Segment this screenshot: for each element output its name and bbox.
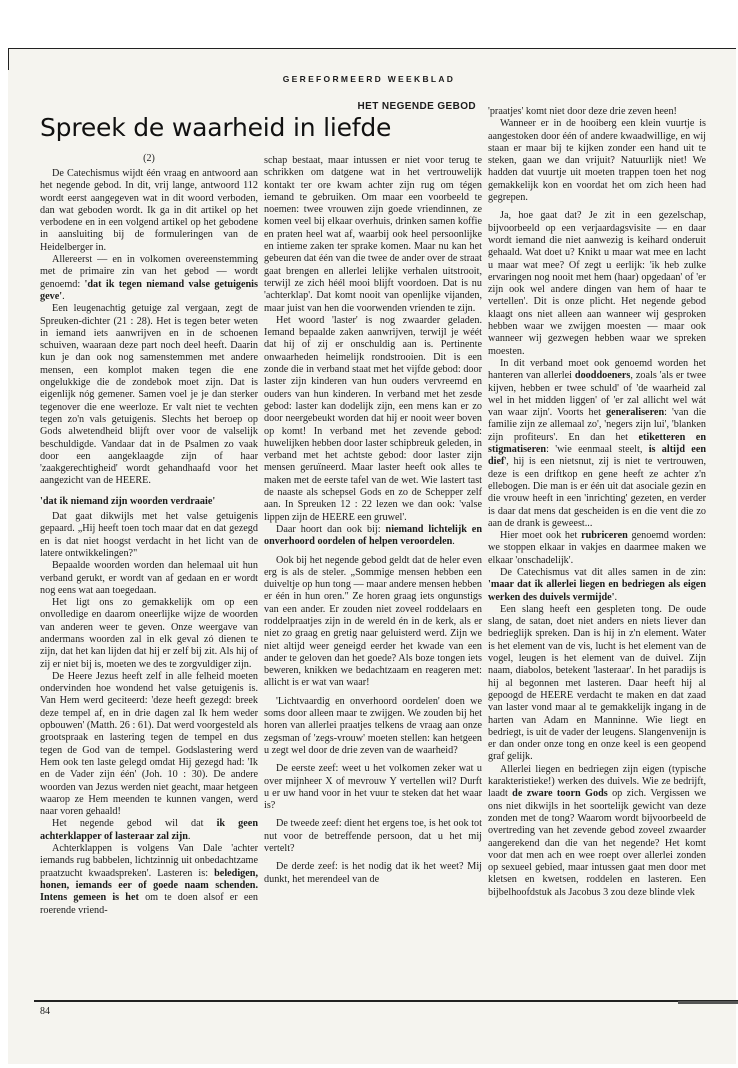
paragraph: De tweede zeef: dient het ergens toe, is het ook tot nut voor de betreffende persoon, dat u het mij vertelt?	[264, 818, 482, 855]
paragraph: Dat gaat dikwijls met het valse getuigenis gepaard. „Hij heeft toen toch maar dat en dat gezegd en is dat niet hoogst verdacht in het licht van de latere ontwikkelingen?"	[40, 511, 258, 559]
page-edge-mark	[678, 1001, 738, 1004]
paragraph: De derde zeef: is het nodig dat ik het weet? Mij dunkt, het merendeel van de	[264, 861, 482, 885]
column-3	[488, 106, 706, 899]
paragraph: Het ligt ons zo gemakkelijk om op een onvolledige en daarom oneerlijke wijze de woorden van anderen weer te geven. Onze weergave van andermans woorden zal in elk geval zó dienen te zijn, dat het kan lijden dat hij er zelf bij zit. Als hij of zij er niet bij is, moeten we des te zorgvuldiger zijn.	[40, 597, 258, 670]
top-rule	[8, 48, 736, 49]
paragraph: schap bestaat, maar intussen er niet voor terug te schrikken om datgene wat in het vertrouwelijk kontakt ter ore kwam achter zijn rug om tégen iemand te gebruiken. Om maar een voorbeeld te noemen: twee vrouwen zijn goede vriendinnen, ze komen veel bij elkaar overhuis, drinken samen koffie en praten heel wat af, waarbij ook heel persoonlijke en intieme zaken ter sprake komen. Maar nu kan het gebeuren dat één van die twee de ander over de straat gaat brengen en allerlei lelijke verhalen uitstrooit, terwijl ze zich héél mooi blijft voordoen. Dat is nu 'achterklap'. Dat komt nooit van openlijke vijanden, maar juist van hen die voorwenden vrienden te zijn.	[264, 155, 482, 314]
paragraph: Een slang heeft een gespleten tong. De oude slang, de satan, doet niet anders en niets liever dan bedrieglijk spreken. Dan is hij in z'n element. Water is het element van de vis, lucht is het element van de vogel, leugen is het element van de duivel. Zijn naam, diabolos, betekent 'lasteraar'. In het paradijs is hij al begonnen met lasteren. Daar heeft hij al gepoogd de HEERE verdacht te maken en dat zaad van laster vond maar al te gemakkelijk ingang in de harten van Adam en Manninne. Wie liegt en bedriegt, is uit de vader der leugens. Slangenvenijn is er dan onder onze tong en onze keel is een geopend graf gelijk.	[488, 603, 706, 763]
paragraph: Hier moet ook het rubriceren genoemd worden: we stoppen elkaar in vakjes en daarmee maken we elkaar 'onschadelijk'.	[488, 530, 706, 566]
paragraph: Ook bij het negende gebod geldt dat de heler even erg is als de steler. „Sommige mensen hebben een duiveltje op hun tong — maar andere mensen hebben er één in hun oren." Ze horen graag iets ongunstigs van een ander. Er zouden niet zoveel roddelaars en roddelpraatjes zijn in de wereld én in de kerk, als er niet zo graag en gretig naar geluisterd werd. Zijn we niet altijd weer geneigd eerder het kwade van een ander te geloven dan het goede? Als boze tongen iets beweren, knikken we bedachtzaam en reageren met: allicht is er wat van waar!	[264, 554, 482, 689]
paragraph: Een leugenachtig getuige zal vergaan, zegt de Spreuken-dichter (21 : 28). Het is tegen beter weten in iemand iets aanwrijven en in de schoenen schuiven, waaraan deze part noch deel heeft. Daarin kun je dan ook nog samenstemmen met andere mensen, een komplot maken tegen die ene ongelukkige die de zondebok moet zijn. Dat is eigenlijk nóg gemener. Samen voel je je dan sterker tegenover die ene weerloze. Er valt niet te vechten tegen zo'n vals getuigenis. Slechts het beroep op Gods alwetendheid blijft over voor de valselijk beschuldigde. Vandaar dat in de Psalmen zo vaak door een aangeklaagde zijn of haar 'zaakgerechtigheid' wordt gehandhaafd voor het aangezicht van de HEERE.	[40, 303, 258, 487]
paragraph: De Catechismus wijdt één vraag en antwoord aan het negende gebod. In dit, vrij lange, antwoord 112 wordt eerst aangegeven wat in dit woord verboden, dan wat geboden wordt. Ik ga in dit artikel op het verbodene en in een volgend artikel op het gebodene in aansluiting bij de formuleringen van de Heidelberger in.	[40, 168, 258, 253]
section-label: HET NEGENDE GEBOD	[357, 101, 476, 112]
column-1	[40, 168, 258, 917]
paragraph: 'praatjes' komt niet door deze drie zeven heen!	[488, 106, 677, 117]
masthead: GEREFORMEERD WEEKBLAD	[282, 74, 456, 84]
page-number: 84	[40, 1006, 50, 1017]
paragraph: De Catechismus vat dit alles samen in de zin: 'maar dat ik allerlei liegen en bedriegen als eigen werken des duivels vermijde'.	[488, 566, 706, 603]
paragraph: Bepaalde woorden worden dan helemaal uit hun verband gerukt, er wordt van af gedaan en er wordt nog eens wat aan toegedaan.	[40, 560, 258, 596]
article-part: (2)	[143, 153, 155, 164]
paragraph: Ja, hoe gaat dat? Je zit in een gezelschap, bijvoorbeeld op een verjaardagsvisite — en daar wordt iemand die niet aanwezig is keihard onderuit gehaald. Wat doet u? Knikt u maar wat mee en lacht u maar wat mee? Of zegt u eerlijk: 'ik heb zulke ervaringen nog nooit met hem (haar) opgedaan' of 'er zijn ook wel andere dingen van hem of haar te vertellen'. Dit is onze plicht. Het negende gebod klaagt ons niet alleen aan wanneer wij gesproken hebben waar we zwijgen moesten — maar ook wanneer wij gezwegen hebben waar we spreken moesten.	[488, 210, 706, 357]
paragraph: De eerste zeef: weet u het volkomen zeker wat u over mijnheer X of mevrouw Y vertellen wil? Durft u er uw hand voor in het vuur te steken dat het waar is?	[264, 763, 482, 812]
column-2	[264, 155, 482, 886]
paragraph: 'Lichtvaardig en onverhoord oordelen' doen we soms door alleen maar te zwijgen. We zouden bij het horen van allerlei praatjes telkens de vraag aan onze zegsman of 'zegs-vrouw' moeten stellen: kan hetgeen u zegt wel door de drie zeven van de waarheid?	[264, 695, 482, 756]
paragraph: Allereerst — en in volkomen overeenstemming met de primaire zin van het gebod — wordt genoemd: 'dat ik tegen niemand valse getuigenis geve'.	[40, 254, 258, 302]
bottom-rule	[34, 1000, 738, 1002]
paragraph: In dit verband moet ook genoemd worden het hanteren van allerlei dooddoeners, zoals 'als er twee kijven, hebben er twee schuld' of 'de waarheid zal wel in het midden liggen' of 'er zal allicht wel wát van waar zijn'. Voorts het generaliseren: 'van die familie zijn ze allemaal zo', 'negers zijn lui', 'blanken zijn profiteurs'. En dan het etiketteren en stigmatiseren: 'wie eenmaal steelt, is altijd een dief', hij is een nietsnut, zij is niet te vertrouwen, deze is een driftkop en gene heeft ze achter z'n ellebogen. Die man is er één uit dat asociale gezin en die vrouw heeft in een 'inrichting' gezeten, en verder is daar dat mens dat gescheiden is en die vent die zo aan de drank is geweest...	[488, 357, 707, 529]
paragraph: De Heere Jezus heeft zelf in alle felheid moeten ondervinden hoe wondend het valse getuigenis is. Van Hem werd geciteerd: 'deze heeft gezegd: breek deze tempel af, en in drie dagen zal Ik hem weder opbouwen' (Matth. 26 : 61). Dat werd voorgesteld als grootspraak en lastering tegen de tempel en dus tegen de God van de tempel. Godslastering werd Hem ook ten laste gelegd omdat Hij gezegd had: 'Ik en de Vader zijn één' (Joh. 10 : 30). De andere woorden van Jezus werden niet geacht, maar hetgeen waarop ze Hem meenden te kunnen vangen, werd naar voren gehaald!	[40, 670, 258, 818]
paragraph: Daar hoort dan ook bij: niemand lichtelijk en onverhoord oordelen of helpen veroordelen.	[264, 523, 482, 548]
paragraph: Wanneer er in de hooiberg een klein vuurtje is aangestoken door één of andere kwaadwillige, en wij staan er maar bij te kijken zonder een hand uit te steken, gaan we dan vrijuit? Natuurlijk niet! We hadden dat vuurtje uit moeten trappen toen het nog gemakkelijk kon en voordat het om zich heen had gegrepen.	[488, 118, 706, 204]
paragraph: Het woord 'laster' is nog zwaarder geladen. Iemand bepaalde zaken aanwrijven, terwijl je wéét dat hij of zij er onschuldig aan is. Pertinente onwaarheden heimelijk rondstrooien. Dit is een zonde die in verband staat met het vijfde gebod: door laster zijn kinderen van hun ouders vervreemd en ouders van hun kinderen. In verband met het zesde gebod: laster kan dodelijk zijn, een mens kan er zo door neergebeukt worden dat hij er nooit weer boven op komt! In verband met het zevende gebod: huwelijken hebben door laster schipbreuk geleden, in verband met het achtste gebod: door laster zijn mensen geruïneerd. Maar laster heeft ook alles te maken met de eerste tafel van de wet. Wie lastert tast de naaste als schepsel Gods en zo de Schepper zelf aan. In Spreuken 12 : 22 lezen we dan ook: 'valse lippen zijn de HEERE een gruwel'.	[264, 314, 482, 523]
paragraph: Achterklappen is volgens Van Dale 'achter iemands rug babbelen, lichtzinnig uit onbedachtzame praatzucht kwaadspreken'. Lasteren is: beledigen, honen, iemands eer of goede naam schenden. Intens gemeen is het om te doen alsof er een roerende vriend-	[40, 843, 258, 916]
paragraph: Allerlei liegen en bedriegen zijn eigen (typische karakteristieke!) werken des duivels. Wie ze bedrijft, laadt de zware toorn Gods op zich. Vergissen we ons niet dikwijls in het soortelijk gewicht van deze zonden met de tong? Waarom wordt bijvoorbeeld de overtreding van het zevende gebod zoveel zwaarder aangerekend dan die van het negende? Het komt voor dat men ach en wee roept over allerlei zonden op sexueel gebied, maar intussen gaat men door met kletsen en kwetsen, roddelen en lasteren. Een bijbelhoofdstuk als Jacobus 3 zou deze blinde vlek	[488, 763, 706, 898]
left-rule	[8, 48, 9, 70]
paragraph: Het negende gebod wil dat ik geen achterklapper of lasteraar zal zijn.	[40, 818, 258, 842]
subheading: 'dat ik niemand zijn woorden verdraaie'	[40, 495, 216, 507]
article-title: Spreek de waarheid in liefde	[40, 113, 392, 142]
